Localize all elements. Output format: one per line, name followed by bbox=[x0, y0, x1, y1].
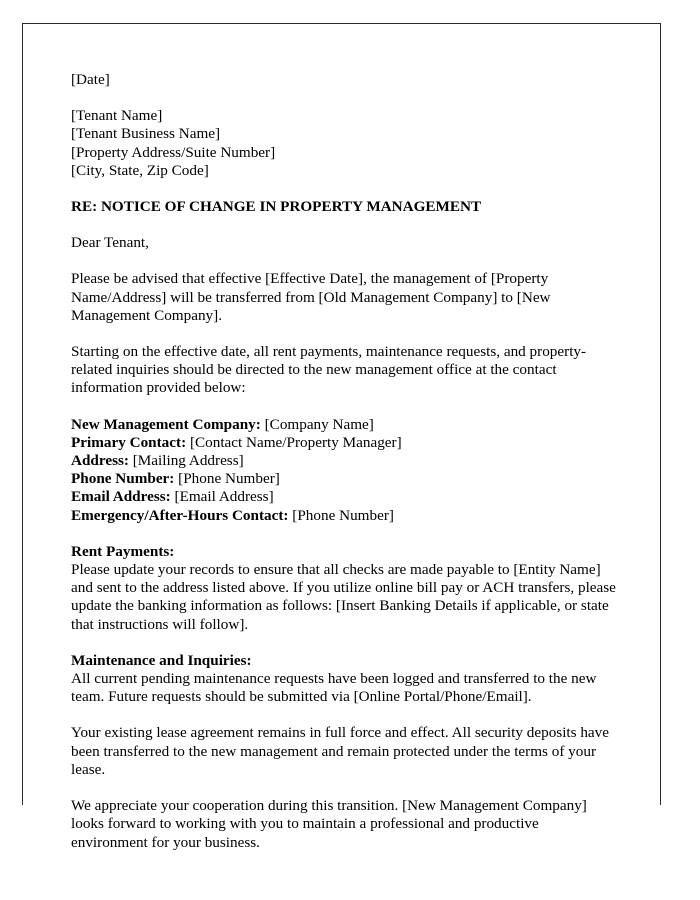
document-page bbox=[22, 23, 661, 851]
contact-row bbox=[71, 434, 617, 452]
recipient-line-2: [Tenant Business Name] bbox=[71, 125, 221, 143]
spacer bbox=[71, 216, 617, 234]
recipient-address-block bbox=[71, 107, 617, 180]
recipient-line-4: [City, State, Zip Code] bbox=[71, 161, 209, 179]
contact-row bbox=[71, 488, 617, 506]
contact-value: [Phone Number] bbox=[292, 506, 394, 524]
contact-row bbox=[71, 452, 617, 470]
spacer bbox=[71, 252, 617, 270]
maintenance-section bbox=[71, 652, 617, 707]
contact-value: [Company Name] bbox=[264, 415, 374, 433]
contact-label: Primary Contact: bbox=[71, 433, 187, 451]
subject-line: RE: NOTICE OF CHANGE IN PROPERTY MANAGEMENT bbox=[71, 198, 482, 216]
letter-content bbox=[71, 71, 617, 852]
contact-label: Address: bbox=[71, 452, 129, 470]
paragraph-transfer-notice: Please be advised that effective [Effective Date], the management of [Property Name/Address] will be transferred from [Old Management Company] to [New Management Company]. bbox=[71, 270, 551, 324]
paragraph-closing: We appreciate your cooperation during this transition. [New Management Company] looks forward to working with you to maintain a professional and productive environment for your business. bbox=[71, 797, 587, 851]
rent-payments-section bbox=[71, 543, 617, 634]
contact-row bbox=[71, 507, 617, 525]
paragraph-direct-inquiries: Starting on the effective date, all rent payments, maintenance requests, and property-related inquiries should be directed to the new management office at the contact information provided below: bbox=[71, 343, 587, 397]
rent-payments-body: Please update your records to ensure that all checks are made payable to [Entity Name] and sent to the address listed above. If you utilize online bill pay or ACH transfers, please update the banking information as follows: [Insert Banking Details if applicable, or state that instructions will follow]. bbox=[71, 561, 616, 633]
contact-value: [Email Address] bbox=[174, 488, 274, 506]
salutation: Dear Tenant, bbox=[71, 234, 149, 252]
spacer bbox=[71, 634, 617, 652]
contact-details-block bbox=[71, 416, 617, 525]
paragraph-lease-terms: Your existing lease agreement remains in full force and effect. All security deposits have been transferred to the new management and remain protected under the terms of your lease. bbox=[71, 724, 610, 778]
contact-row bbox=[71, 470, 617, 488]
maintenance-heading: Maintenance and Inquiries: bbox=[71, 651, 252, 669]
spacer bbox=[71, 398, 617, 416]
contact-row bbox=[71, 416, 617, 434]
recipient-line-1: [Tenant Name] bbox=[71, 107, 163, 125]
contact-label: Emergency/After-Hours Contact: bbox=[71, 506, 289, 524]
contact-value: [Phone Number] bbox=[178, 470, 280, 488]
spacer bbox=[71, 325, 617, 343]
spacer bbox=[71, 706, 617, 724]
maintenance-body: All current pending maintenance requests have been logged and transferred to the new team. Future requests should be submitted via [Online Portal/Phone/Email]. bbox=[71, 670, 597, 706]
spacer bbox=[71, 180, 617, 198]
spacer bbox=[71, 89, 617, 107]
rent-payments-heading: Rent Payments: bbox=[71, 542, 175, 560]
spacer bbox=[71, 779, 617, 797]
contact-value: [Contact Name/Property Manager] bbox=[189, 433, 402, 451]
contact-value: [Mailing Address] bbox=[132, 452, 244, 470]
contact-label: Phone Number: bbox=[71, 470, 175, 488]
recipient-line-3: [Property Address/Suite Number] bbox=[71, 143, 276, 161]
contact-label: New Management Company: bbox=[71, 415, 261, 433]
spacer bbox=[71, 525, 617, 543]
date-line: [Date] bbox=[71, 71, 110, 88]
contact-label: Email Address: bbox=[71, 488, 171, 506]
